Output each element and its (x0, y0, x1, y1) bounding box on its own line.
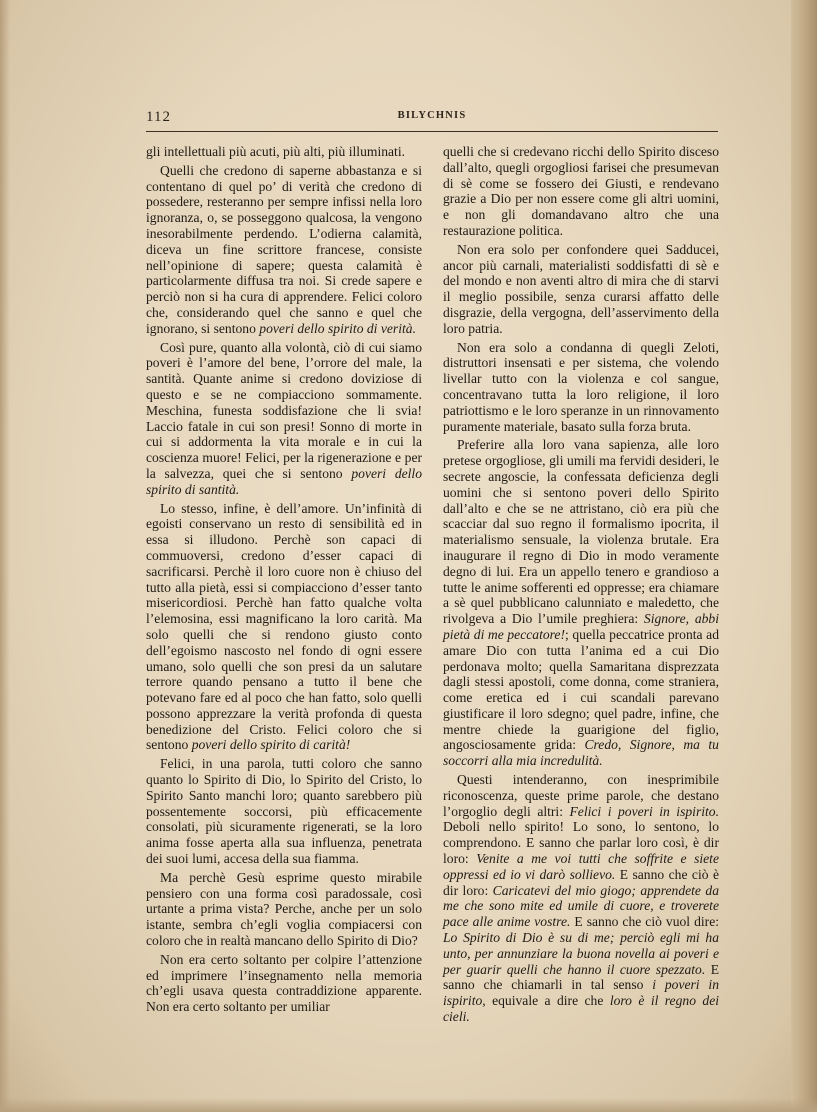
paragraph-text: Questi intenderanno, con inesprimibile riconoscenza, queste prime parole, che destano l’orgoglio degli altri: (443, 772, 719, 819)
paragraph-text: Deboli nello spirito! Lo sono, lo sentono, lo comprendono. E sanno che parlar loro così, è dir loro: (443, 819, 719, 867)
italic-phrase: Felici i poveri in ispirito. (569, 803, 719, 819)
page-left-shadow (0, 0, 10, 1112)
paragraph-text: ; quella peccatrice pronta ad amare Dio con tutta l’anima ed a cui Dio perdonava molto; quella Samaritana disprezzata dagli stessi apostoli, come donna, come straniera, come eretica ed i cui scandali parevano giustificare il loro sdegno; quel padre, infine, che mentre chiede la guarigione del figlio, angosciosamente grida: (443, 626, 719, 753)
paragraph-text: E sanno che chiamarli in tal senso (443, 961, 719, 993)
paragraph (443, 437, 719, 769)
left-text-column (146, 144, 422, 1018)
paragraph: Ma perchè Gesù esprime questo mirabile pensiero con una forma così paradossale, così urtante a prima vista? Perche, anche per un solo istante, sembra ch’egli voglia compiacersi con coloro che in realtà mancano dello Spirito di Dio? (146, 869, 422, 949)
paragraph-text: Quelli che credono di saperne abbastanza e si contentano di quel po’ di verità che credono di possedere, resteranno per sempre infissi nella loro ignoranza, o, se posseggono qualcosa, la vengono inesorabilmente perdendo. L’odierna calamità, diceva un fine scrittore francese, consiste nell’opinione di sapere; questa calamità è particolarmente diffusa tra noi. Si crede sapere e perciò non si ha cura di apprendere. Felici coloro che, considerando quel che sanno e quel che ignorano, si sentono (146, 162, 422, 336)
paragraph (146, 501, 422, 754)
italic-phrase: poveri dello spirito di verità. (259, 320, 416, 336)
running-header (146, 105, 718, 129)
italic-phrase: Lo Spirito di Dio è su di me; perciò egli mi ha unto, per annunziare la buona novella ai poveri e per guarir quelli che hanno il cuore spezzato. (443, 930, 719, 977)
italic-phrase: Venite a me voi tutti che soffrite e siete oppressi ed io vi darò sollievo. (443, 851, 719, 882)
paragraph: Non era solo per confondere quei Sadducei, ancor più carnali, materialisti soddisfatti di sè e del mondo e non aventi altro di mira che di starvi il meglio possibile, senza curarsi affatto delle disgrazie, della vergogna, dell’asservimento della loro patria. (443, 241, 719, 336)
paragraph (146, 340, 422, 498)
italic-phrase: i poveri in ispirito, (443, 977, 719, 1009)
italic-phrase: Signore, abbi pietà di me peccatore! (443, 611, 719, 642)
paragraph: gli intellettuali più acuti, più alti, più illuminati. (146, 144, 405, 159)
header-rule (146, 131, 718, 132)
paragraph (146, 163, 422, 337)
page-right-edge (791, 0, 817, 1112)
italic-phrase: poveri dello spirito di santità. (146, 465, 422, 497)
paragraph (443, 772, 719, 1025)
page-bottom-shadow (0, 1098, 817, 1112)
page-number: 112 (146, 109, 171, 125)
italic-phrase: Caricatevi del mio giogo; apprendete da me che sono mite ed umile di cuore, e troverete pace alle anime vostre. (443, 882, 719, 930)
paragraph-text: equivale a dire che (485, 993, 610, 1009)
paragraph: Non era solo a condanna di quegli Zeloti, distruttori insensati e per sistema, che volendo livellar tutto con la violenza e col sangue, concentravano tutta la loro religione, il loro patriottismo e le loro speranze in un rinnovamento puramente materiale, basato sulla forza bruta. (443, 339, 719, 434)
paragraph: Felici, in una parola, tutti coloro che sanno quanto lo Spirito di Dio, lo Spirito del Cristo, lo Spirito Santo manchi loro; quanto sarebbero più possentemente soccorsi, più efficacemente consolati, più sicuramente rigenerati, se la loro anima fosse aperta alla sua influenza, penetrata dei suoi lumi, accesa della sua fiamma. (146, 756, 422, 867)
paragraph-text: Lo stesso, infine, è dell’amore. Un’infinità di egoisti conservano un resto di sensibilità ed in essa si illudono. Perchè son capaci di commuoversi, credono d’esser capaci di sacrificarsi. Perchè il loro cuore non è chiuso del tutto alla pietà, essi si compiacciono d’esser tanto misericordiosi. Perchè han fatto qualche volta l’elemosina, essi magnificano la loro carità. Ma solo quelli che si rendono giusto conto dell’egoismo nascosto nel fondo di ogni essere umano, solo quelli che son presi da un salutare terrore quando pensano a tutto il bene che potevano fare ed al poco che han fatto, solo quelli possono apprezzare la verità profonda di questa benedizione del Cristo. Felici coloro che si sentono (146, 500, 422, 753)
italic-phrase: poveri dello spirito di carità! (191, 737, 351, 753)
paragraph: quelli che si credevano ricchi dello Spirito disceso dall’alto, quegli orgogliosi farisei che presumevan di sè come se fossero dei Giusti, e rendevano grazie a Dio per non essere come gli altri uomini, e non gli domandavano altro che una restaurazione politica. (443, 144, 719, 238)
paragraph-text: E sanno che ciò è dir loro: (443, 866, 719, 898)
italic-phrase: loro è il regno dei cieli. (443, 993, 720, 1025)
paragraph-text: E sanno che ciò vuol dire: (570, 914, 719, 930)
paragraph-text: Così pure, quanto alla volontà, ciò di cui siamo poveri è l’amore del bene, l’orrore del male, la santità. Quante anime si credono doviziose di questo e se ne compiacciono sommamente. Meschina, funesta soddisfazione che li svia! Laccio fatale in cui son presi! Sonno di morte in cui si addormenta la vita morale e in cui la coscienza muore! Felici, per la rigenerazione e per la salvezza, quei che si sentono (146, 339, 422, 481)
paragraph-text: Preferire alla loro vana sapienza, alle loro pretese orgogliose, gli umili ma fervidi desideri, le secrete angoscie, la confessata deficienza degli uomini che si sentono poveri dello Spirito dall’alto e che se ne attristano, ciò era più che scacciar dal suo regno il formalismo ipocrita, il materialismo sensuale, la violenza brutale. Era inaugurare il regno di Dio in modo veramente degno di lui. Era un appello tenero e grandioso a tutte le anime sofferenti ed oppresse; era chiamare a sè quel pubblicano calunniato e maledetto, che rivolgeva a Dio l’umile preghiera: (443, 437, 719, 627)
paragraph: Non era certo soltanto per colpire l’attenzione ed imprimere l’insegnamento nella memoria ch’egli usava questa contraddizione apparente. Non era certo soltanto per umiliar (146, 951, 422, 1015)
right-text-column (443, 144, 719, 1028)
italic-phrase: Credo, Signore, ma tu soccorri alla mia incredulità. (443, 737, 719, 769)
running-title: BILYCHNIS (397, 110, 467, 121)
